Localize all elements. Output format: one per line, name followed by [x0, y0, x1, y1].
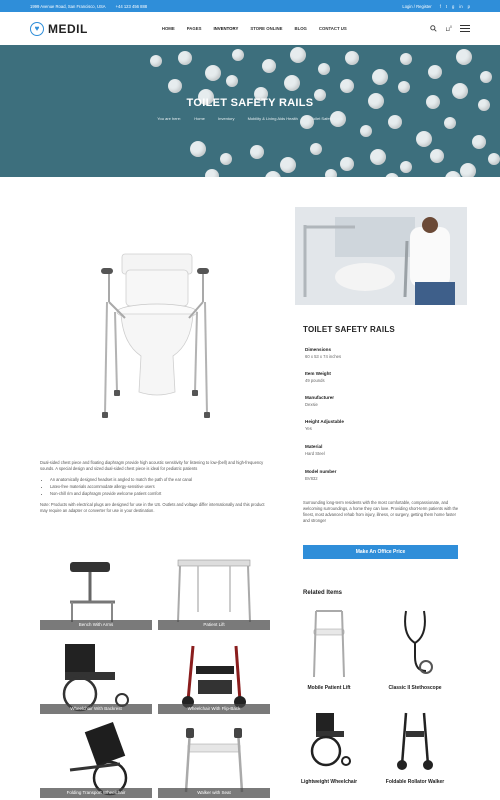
- patient-lift-image: [158, 552, 270, 630]
- pill-decoration: [290, 47, 306, 63]
- spec-material: [305, 444, 325, 456]
- spec-label: Dimensions: [305, 347, 332, 352]
- spec-value: Yes: [305, 426, 312, 431]
- gallery-caption: Wheelchair With Backrest: [40, 704, 152, 714]
- spec-model-number: [305, 469, 336, 481]
- pill-decoration: [190, 141, 206, 157]
- description-text: Dual-sided chest piece and floating diaphragm provide high acoustic sensitivity for listening to low-(bell) and high-frequency sounds. A special design and sized dual-sided chest piece is ideal for pediatric patients: [40, 460, 264, 471]
- pill-decoration: [430, 149, 444, 163]
- make-offer-button[interactable]: Make An Office Price: [303, 545, 458, 559]
- rollator-thumb: [392, 699, 438, 775]
- nav-pages[interactable]: PAGES: [186, 26, 202, 31]
- breadcrumb-category[interactable]: Mobility & Living Aids Health: [247, 116, 298, 121]
- gallery-caption: Walker with Seat: [158, 788, 270, 798]
- pill-decoration: [372, 69, 388, 85]
- pill-decoration: [472, 135, 486, 149]
- twitter-icon[interactable]: t: [445, 3, 448, 9]
- pill-decoration: [310, 143, 322, 155]
- spec-value: Dexsie: [305, 402, 318, 407]
- top-bar: [0, 0, 500, 12]
- nav-contact-us[interactable]: CONTACT US: [318, 26, 347, 31]
- linkedin-icon[interactable]: in: [459, 3, 463, 9]
- gallery-item-walker-seat[interactable]: [158, 720, 270, 798]
- related-item-label: Mobile Patient Lift: [307, 685, 351, 691]
- pill-decoration: [416, 131, 432, 147]
- wheelchair-image: [40, 636, 152, 714]
- phone-text[interactable]: +44 123 456 888: [115, 3, 148, 9]
- spec-height-adjustable: [305, 419, 344, 431]
- main-content: [0, 177, 500, 800]
- spec-label: Model number: [305, 469, 337, 474]
- pill-decoration: [318, 63, 330, 75]
- cart-icon[interactable]: ⊔$^0$: [445, 24, 452, 33]
- spec-label: Material: [305, 444, 323, 449]
- stethoscope-thumb: [392, 605, 438, 681]
- cart-count: 0: [450, 24, 452, 29]
- gallery-item-wheelchair-flipback[interactable]: [158, 636, 270, 714]
- related-item-rollator[interactable]: [377, 699, 453, 785]
- breadcrumb-current: Toilet Safety Rails: [310, 116, 343, 121]
- sidebar-text: Surrounding long-term residents with the most comfortable, compassionate, and welcoming surroundings, a home they can love. Providing short-term patients with the finest, most advanced rehab from injury, illness, or surgery, getting them home faster and stronger: [303, 500, 459, 523]
- related-item-label: Classic II Stethoscope: [388, 685, 442, 691]
- facebook-icon[interactable]: f: [439, 3, 441, 9]
- related-item-label: Lightweight Wheelchair: [300, 779, 358, 785]
- wheelchair-thumb: [306, 699, 352, 775]
- pill-decoration: [370, 149, 386, 165]
- pill-decoration: [280, 157, 296, 173]
- pill-decoration: [480, 71, 492, 83]
- menu-icon[interactable]: [460, 25, 470, 32]
- pill-decoration: [400, 161, 412, 173]
- feature-list: [50, 477, 270, 497]
- pill-decoration: [205, 65, 221, 81]
- gallery-item-patient-lift[interactable]: [158, 552, 270, 630]
- nav-blog[interactable]: BLOG: [294, 26, 307, 31]
- gallery-caption: Bench With Arms: [40, 620, 152, 630]
- pill-decoration: [284, 75, 300, 91]
- sidebar-title: TOILET SAFETY RAILS: [303, 325, 395, 334]
- note-text: Note: Products with electrical plugs are designed for use in the US. Outlets and voltage differ internationally and this product may require an adapter or converter for use in your destination.: [40, 502, 265, 513]
- site-header: [0, 12, 500, 45]
- pill-decoration: [340, 157, 354, 171]
- nav-home[interactable]: HOME: [161, 26, 175, 31]
- walker-image: [158, 720, 270, 798]
- gallery-caption: Wheelchair With Flip-Back: [158, 704, 270, 714]
- gallery-item-wheelchair-backrest[interactable]: [40, 636, 152, 714]
- pill-decoration: [345, 51, 359, 65]
- transport-wheelchair-image: [40, 720, 152, 798]
- pill-decoration: [398, 81, 410, 93]
- pill-decoration: [178, 51, 192, 65]
- pill-decoration: [488, 153, 500, 165]
- related-item-label: Foldable Rollator Walker: [385, 779, 445, 785]
- related-items-title: Related Items: [303, 590, 343, 596]
- google-icon[interactable]: g: [452, 3, 455, 9]
- pill-decoration: [262, 59, 276, 73]
- pill-decoration: [168, 79, 182, 93]
- related-item-patient-lift[interactable]: [291, 605, 367, 691]
- logo[interactable]: [30, 22, 88, 36]
- product-description: [40, 460, 270, 517]
- nav-inventory[interactable]: INVENTORY: [213, 26, 239, 31]
- pill-decoration: [150, 55, 162, 67]
- address-text: 1999 Avenue Road, San Francisco, USA: [30, 3, 106, 9]
- spec-item-weight: [305, 371, 331, 383]
- pinterest-icon[interactable]: p: [467, 3, 470, 9]
- related-item-wheelchair[interactable]: [291, 699, 367, 785]
- login-link[interactable]: Login / Register: [402, 3, 432, 9]
- breadcrumb-inventory[interactable]: Inventory: [218, 116, 235, 121]
- spec-manufacturer: [305, 395, 334, 407]
- pill-decoration: [226, 75, 238, 87]
- pill-decoration: [460, 163, 476, 177]
- page-title: TOILET SAFETY RAILS: [186, 97, 314, 109]
- gallery-caption: Patient Lift: [158, 620, 270, 630]
- installation-photo: [295, 207, 467, 305]
- spec-value: BV832: [305, 476, 318, 481]
- pill-decoration: [205, 169, 219, 177]
- spec-value: Hard Steel: [305, 451, 325, 456]
- related-item-stethoscope[interactable]: [377, 605, 453, 691]
- pill-decoration: [428, 65, 442, 79]
- spec-dimensions: [305, 347, 341, 359]
- gallery-caption: Folding Transport Wheelchair: [40, 788, 152, 798]
- pill-decoration: [232, 49, 244, 61]
- product-image: [95, 252, 220, 427]
- feature-item: • An anatomically designed headset is angled to match the path of the ear canal: [50, 477, 270, 483]
- logo-text: MEDIL: [48, 21, 88, 36]
- gallery-item-bench[interactable]: [40, 552, 152, 630]
- feature-item: • Latex-free materials accommodate allergy-sensitive users: [50, 484, 270, 490]
- page-hero: [0, 45, 500, 177]
- main-nav: [162, 26, 347, 31]
- gallery-item-transport-wheelchair[interactable]: [40, 720, 152, 798]
- spec-label: Height Adjustable: [305, 419, 344, 424]
- spec-label: Item Weight: [305, 371, 331, 376]
- bench-image: [40, 552, 152, 630]
- spec-label: Manufacturer: [305, 395, 335, 400]
- feature-item: • Non-chill rim and diaphragm provide welcome patient comfort: [50, 491, 270, 497]
- spec-value: 49 pounds: [305, 378, 325, 383]
- breadcrumb: [0, 116, 500, 121]
- breadcrumb-prefix: You are here:: [157, 116, 182, 121]
- logo-heart-icon: ♥: [30, 22, 44, 36]
- patient-lift-thumb: [306, 605, 352, 681]
- search-icon[interactable]: [430, 25, 437, 32]
- pill-decoration: [360, 125, 372, 137]
- pill-decoration: [220, 153, 232, 165]
- rollator-image: [158, 636, 270, 714]
- spec-value: 60 x 53 x 74 inches: [305, 354, 342, 359]
- breadcrumb-home[interactable]: Home: [194, 116, 205, 121]
- pill-decoration: [456, 49, 472, 65]
- pill-decoration: [340, 79, 354, 93]
- pill-decoration: [400, 53, 412, 65]
- pill-decoration: [250, 145, 264, 159]
- pill-decoration: [325, 169, 337, 177]
- nav-store-online[interactable]: STORE ONLINE: [250, 26, 283, 31]
